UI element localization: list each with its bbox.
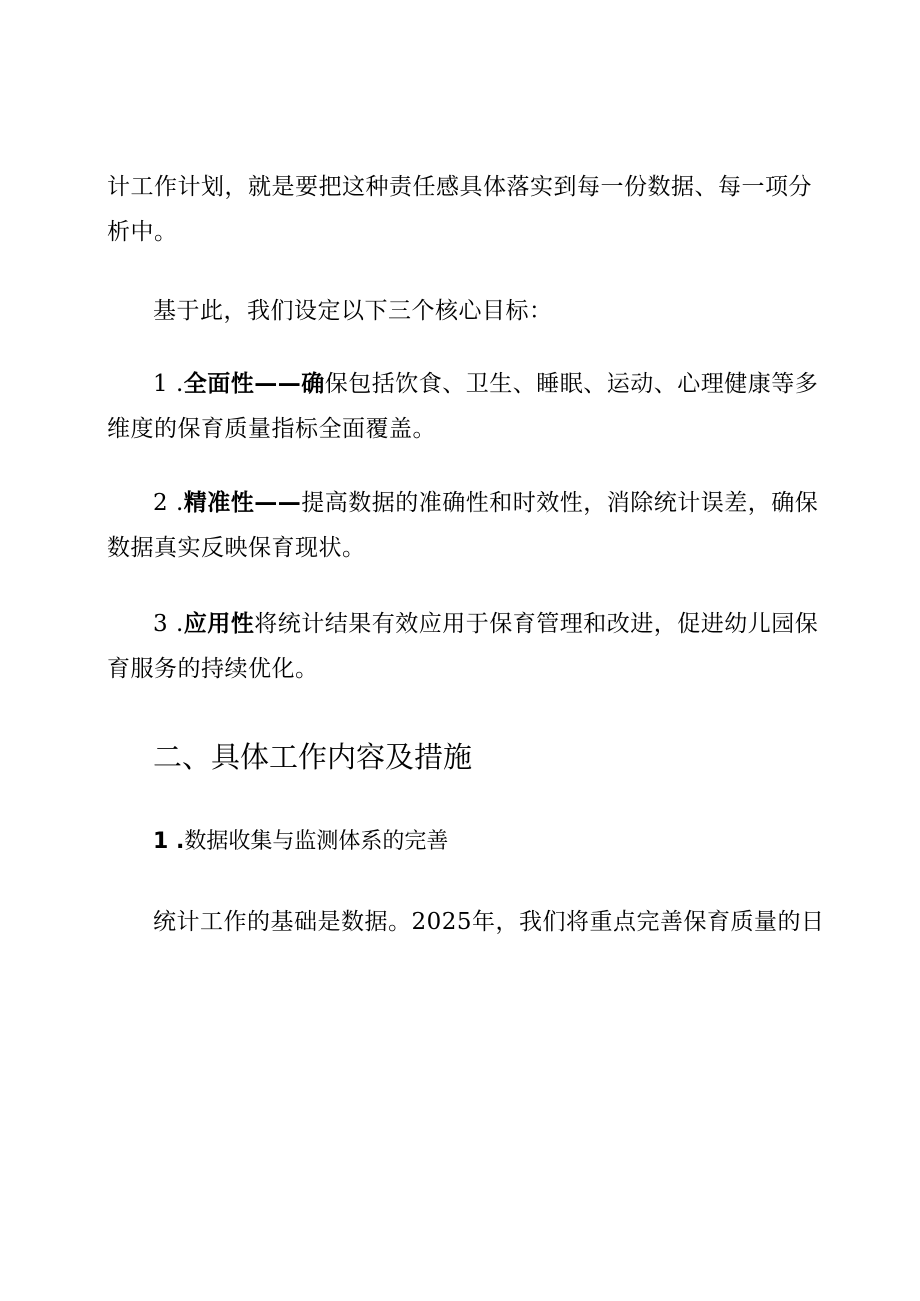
goal-text-continued: 数据真实反映保育现状。 bbox=[107, 535, 366, 561]
goals-intro-paragraph bbox=[107, 289, 815, 334]
goal-item-1 bbox=[107, 362, 819, 452]
goal-text: 提高数据的准确性和时效性，消除统计误差，确保 bbox=[301, 490, 819, 516]
goal-title: 全面性——确 bbox=[183, 371, 325, 397]
goal-number: 3 . bbox=[153, 611, 184, 637]
goal-item-3 bbox=[107, 602, 819, 692]
section-heading: 二、具体工作内容及措施 bbox=[153, 740, 473, 774]
goal-text: 保包括饮食、卫生、睡眠、运动、心理健康等多 bbox=[324, 371, 819, 397]
goal-item-2 bbox=[107, 481, 819, 571]
goal-text-continued: 维度的保育质量指标全面覆盖。 bbox=[107, 416, 436, 442]
goal-number: 1 . bbox=[153, 371, 184, 397]
subsection-title: 数据收集与监测体系的完善 bbox=[184, 829, 449, 854]
goal-text: 将统计结果有效应用于保育管理和改进，促进幼儿园保 bbox=[254, 611, 819, 637]
goal-text-continued: 育服务的持续优化。 bbox=[107, 656, 319, 682]
subsection-number: 1 . bbox=[153, 829, 185, 854]
goal-title: 精准性—— bbox=[183, 490, 302, 516]
intro-line-2: 析中。 bbox=[107, 219, 178, 245]
intro-paragraph bbox=[107, 165, 815, 255]
last-paragraph-text: 统计工作的基础是数据。2025年，我们将重点完善保育质量的日 bbox=[153, 909, 825, 935]
goal-number: 2 . bbox=[153, 490, 184, 516]
goal-title: 应用性 bbox=[183, 611, 255, 637]
goals-intro-text: 基于此，我们设定以下三个核心目标： bbox=[153, 298, 553, 324]
subsection-heading bbox=[153, 822, 448, 862]
intro-line-1: 计工作计划，就是要把这种责任感具体落实到每一份数据、每一项分 bbox=[107, 174, 812, 200]
last-paragraph bbox=[107, 900, 825, 945]
